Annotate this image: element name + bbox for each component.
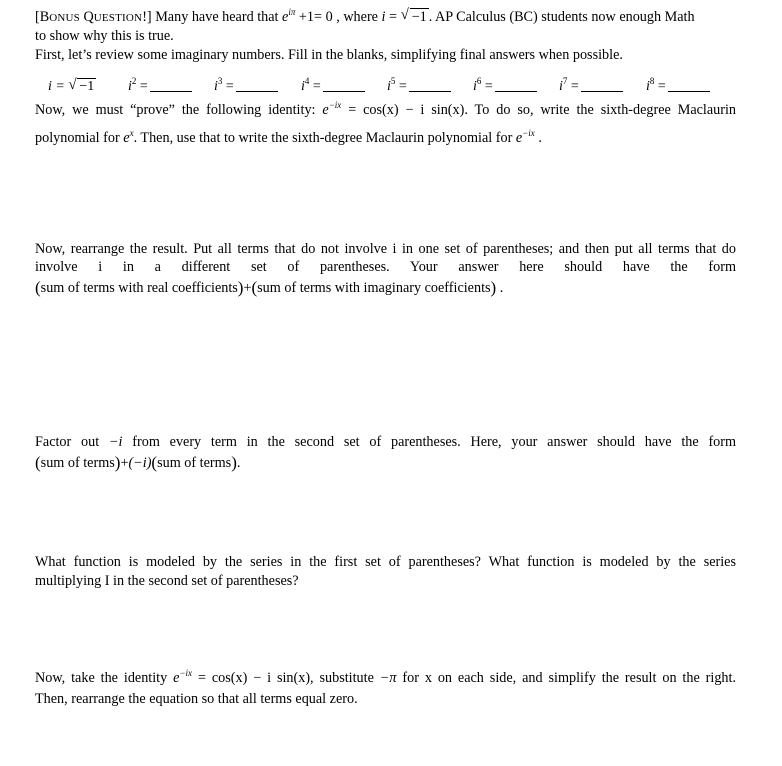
power-i4: $i^4$ = [301,79,365,95]
prove-identity-line-1: Now, we must “prove” the following identity: $e^{-ix} = \cos(x) - i$ sin(x). To do so, write the sixth-degree Maclaurin [35,100,737,118]
substitute-line-2: Then, rearrange the equation so that all terms equal zero. [35,691,358,707]
factor-form: (sum of terms)+(−i)(sum of terms). [35,453,241,472]
rearrange-line-1: Now, rearrange the result. Put all terms that do not involve i in one set of parentheses; and then put all terms that do [35,241,736,257]
intro-line-1: [BONUS QUESTION!] Many have heard that $e^{i\pi} +1= 0$ , where i = √ −1 . AP Calculus (BC) students now enough Math [35,8,695,27]
powers-of-i-row [0,76,782,99]
euler-expression: $e^{i\pi}$ [282,7,296,25]
intro-line-2: to show why this is true. [35,28,174,44]
blank-i3[interactable] [236,79,278,92]
blank-i7[interactable] [581,79,623,92]
substitute-line-1: Now, take the identity $e^{-ix} = \cos(x) - i$ sin(x), substitute −π for x on each side, and simplify the result on the right. [35,668,737,686]
intro-line-3: First, let’s review some imaginary numbers. Fill in the blanks, simplifying final answers when possible. [35,47,623,63]
power-i8: $i^8$ = [646,79,710,95]
blank-i2[interactable] [150,79,192,92]
rearrange-line-2: involve i in a different set of parentheses. Your answer here should have the form [35,259,736,275]
power-i6: $i^6$ = [473,79,537,95]
power-i3: $i^3$ = [214,79,278,95]
blank-i4[interactable] [323,79,365,92]
function-line-1: What function is modeled by the series in the first set of parentheses? What function is modeled by the series [35,554,736,570]
prove-identity-line-2: polynomial for $e^x$. Then, use that to write the sixth-degree Maclaurin polynomial for $e^{-ix}$ . [35,128,542,146]
blank-i6[interactable] [495,79,537,92]
function-line-2: multiplying I in the second set of parentheses? [35,573,299,589]
power-i2: $i^2$ = [128,79,192,95]
bonus-label: [BONUS QUESTION!] [35,9,152,25]
i-definition: i = √ −1 [48,79,96,95]
power-i7: $i^7$ = [559,79,623,95]
blank-i5[interactable] [409,79,451,92]
power-i5: $i^5$ = [387,79,451,95]
blank-i8[interactable] [668,79,710,92]
factor-line-1: Factor out −i from every term in the second set of parentheses. Here, your answer should have the form [35,434,737,450]
rearrange-form: (sum of terms with real coefficients)+(sum of terms with imaginary coefficients) . [35,278,504,297]
